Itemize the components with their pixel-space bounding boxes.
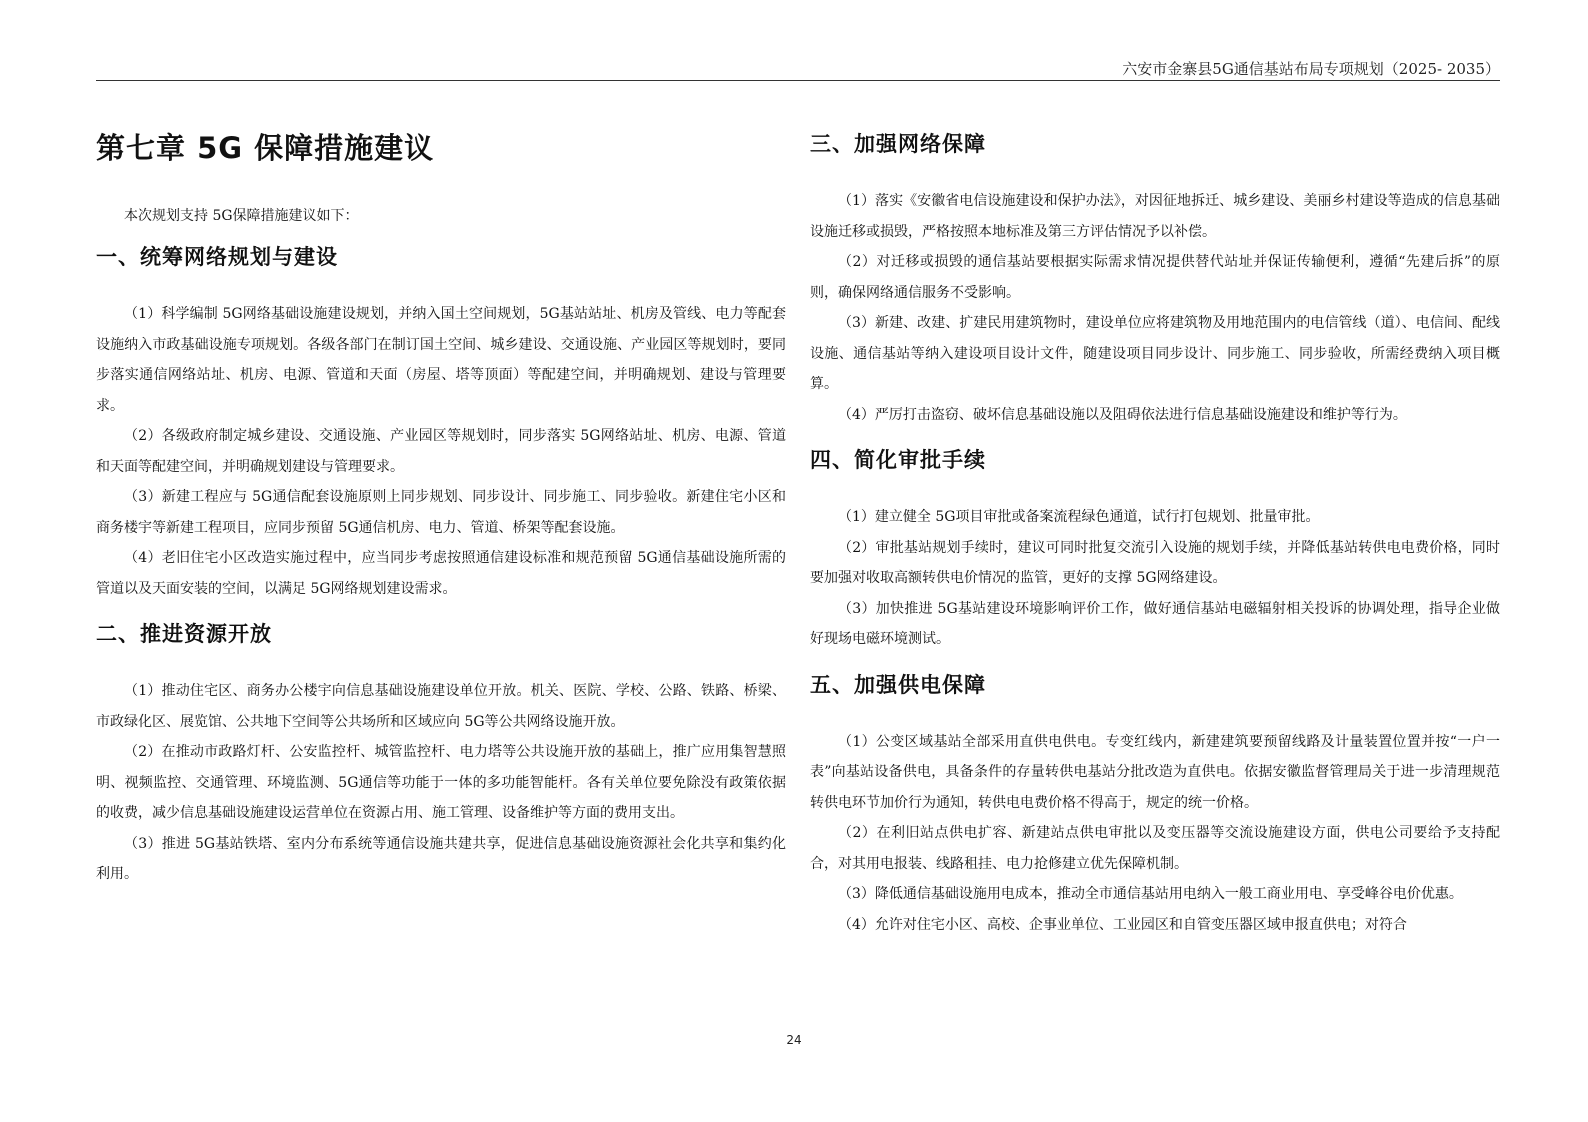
section-heading: 一、统筹网络规划与建设 xyxy=(96,245,338,269)
paragraph: （4）老旧住宅小区改造实施过程中，应当同步考虑按照通信建设标准和规范预留 5G通信基础设施所需的管道以及天面安装的空间，以满足 5G网络规划建设需求。 xyxy=(96,550,786,597)
section-3 xyxy=(810,128,1500,430)
paragraph: （3）降低通信基础设施用电成本，推动全市通信基站用电纳入一般工商业用电、享受峰谷电价优惠。 xyxy=(838,886,1463,902)
section-heading: 二、推进资源开放 xyxy=(96,622,272,646)
running-header-title: 六安市金寨县5G通信基站布局专项规划（2025- 2035） xyxy=(1122,60,1500,78)
intro-paragraph: 本次规划支持 5G保障措施建议如下： xyxy=(124,208,359,224)
paragraph: （2）对迁移或损毁的通信基站要根据实际需求情况提供替代站址并保证传输便利，遵循“先建后拆”的原则，确保网络通信服务不受影响。 xyxy=(810,254,1500,301)
header-rule xyxy=(96,80,1500,81)
paragraph: （3）新建工程应与 5G通信配套设施原则上同步规划、同步设计、同步施工、同步验收。新建住宅小区和商务楼宇等新建工程项目，应同步预留 5G通信机房、电力、管道、桥架等配套设施。 xyxy=(96,489,786,536)
paragraph: （2）在推动市政路灯杆、公安监控杆、城管监控杆、电力塔等公共设施开放的基础上，推广应用集智慧照明、视频监控、交通管理、环境监测、5G通信等功能于一体的多功能智能杆。各有关单位要免除没有政策依据的收费，减少信息基础设施建设运营单位在资源占用、施工管理、设备维护等方面的费用支出。 xyxy=(96,744,786,821)
paragraph: （2）在利旧站点供电扩容、新建站点供电审批以及变压器等交流设施建设方面，供电公司要给予支持配合，对其用电报装、线路租挂、电力抢修建立优先保障机制。 xyxy=(810,825,1500,872)
paragraph: （4）严厉打击盗窃、破坏信息基础设施以及阻碍依法进行信息基础设施建设和维护等行为。 xyxy=(838,406,1407,423)
section-heading: 三、加强网络保障 xyxy=(810,132,986,156)
paragraph: （2）审批基站规划手续时，建议可同时批复交流引入设施的规划手续，并降低基站转供电电费价格，同时要加强对收取高额转供电价情况的监管，更好的支撑 5G网络建设。 xyxy=(810,539,1500,586)
left-column xyxy=(96,118,786,904)
paragraph: （3）加快推进 5G基站建设环境影响评价工作，做好通信基站电磁辐射相关投诉的协调处理，指导企业做好现场电磁环境测试。 xyxy=(810,600,1500,647)
section-2 xyxy=(96,618,786,890)
page-number: 24 xyxy=(786,1033,802,1047)
paragraph: （1）科学编制 5G网络基础设施建设规划，并纳入国土空间规划，5G基站站址、机房及管线、电力等配套设施纳入市政基础设施专项规划。各级各部门在制订国土空间、城乡建设、交通设施、产业园区等规划时，要同步落实通信网络站址、机房、电源、管道和天面（房屋、塔等顶面）等配建空间，并明确规划、建设与管理要求。 xyxy=(96,306,786,414)
paragraph: （4）允许对住宅小区、高校、企事业单位、工业园区和自管变压器区域申报直供电；对符合 xyxy=(838,916,1407,933)
section-1 xyxy=(96,241,786,604)
paragraph: （3）推进 5G基站铁塔、室内分布系统等通信设施共建共享，促进信息基础设施资源社会化共享和集约化利用。 xyxy=(96,835,786,882)
right-column xyxy=(810,118,1500,954)
section-4 xyxy=(810,444,1500,655)
section-heading: 五、加强供电保障 xyxy=(810,672,986,697)
paragraph: （1）推动住宅区、商务办公楼宇向信息基础设施建设单位开放。机关、医院、学校、公路、铁路、桥梁、市政绿化区、展览馆、公共地下空间等公共场所和区域应向 5G等公共网络设施开放。 xyxy=(96,683,786,730)
paragraph: （1）落实《安徽省电信设施建设和保护办法》，对因征地拆迁、城乡建设、美丽乡村建设等造成的信息基础设施迁移或损毁，严格按照本地标准及第三方评估情况予以补偿。 xyxy=(810,193,1500,240)
section-heading: 四、简化审批手续 xyxy=(810,448,986,472)
paragraph: （1）建立健全 5G项目审批或备案流程绿色通道，试行打包规划、批量审批。 xyxy=(838,509,1320,525)
paragraph: （1）公变区域基站全部采用直供电供电。专变红线内，新建建筑要预留线路及计量装置位置并按“一户一表”向基站设备供电，具备条件的存量转供电基站分批改造为直供电。依据安徽监督管理局关于进一步清理规范转供电环节加价行为通知，转供电电费价格不得高于，规定的统一价格。 xyxy=(810,733,1500,811)
section-5 xyxy=(810,669,1500,941)
chapter-title: 第七章 5G 保障措施建议 xyxy=(96,131,435,165)
paragraph: （2）各级政府制定城乡建设、交通设施、产业园区等规划时，同步落实 5G网络站址、机房、电源、管道和天面等配建空间，并明确规划建设与管理要求。 xyxy=(96,428,786,475)
paragraph: （3）新建、改建、扩建民用建筑物时，建设单位应将建筑物及用地范围内的电信管线（道）、电信间、配线设施、通信基站等纳入建设项目设计文件，随建设项目同步设计、同步施工、同步验收，所需经费纳入项目概算。 xyxy=(810,315,1500,392)
